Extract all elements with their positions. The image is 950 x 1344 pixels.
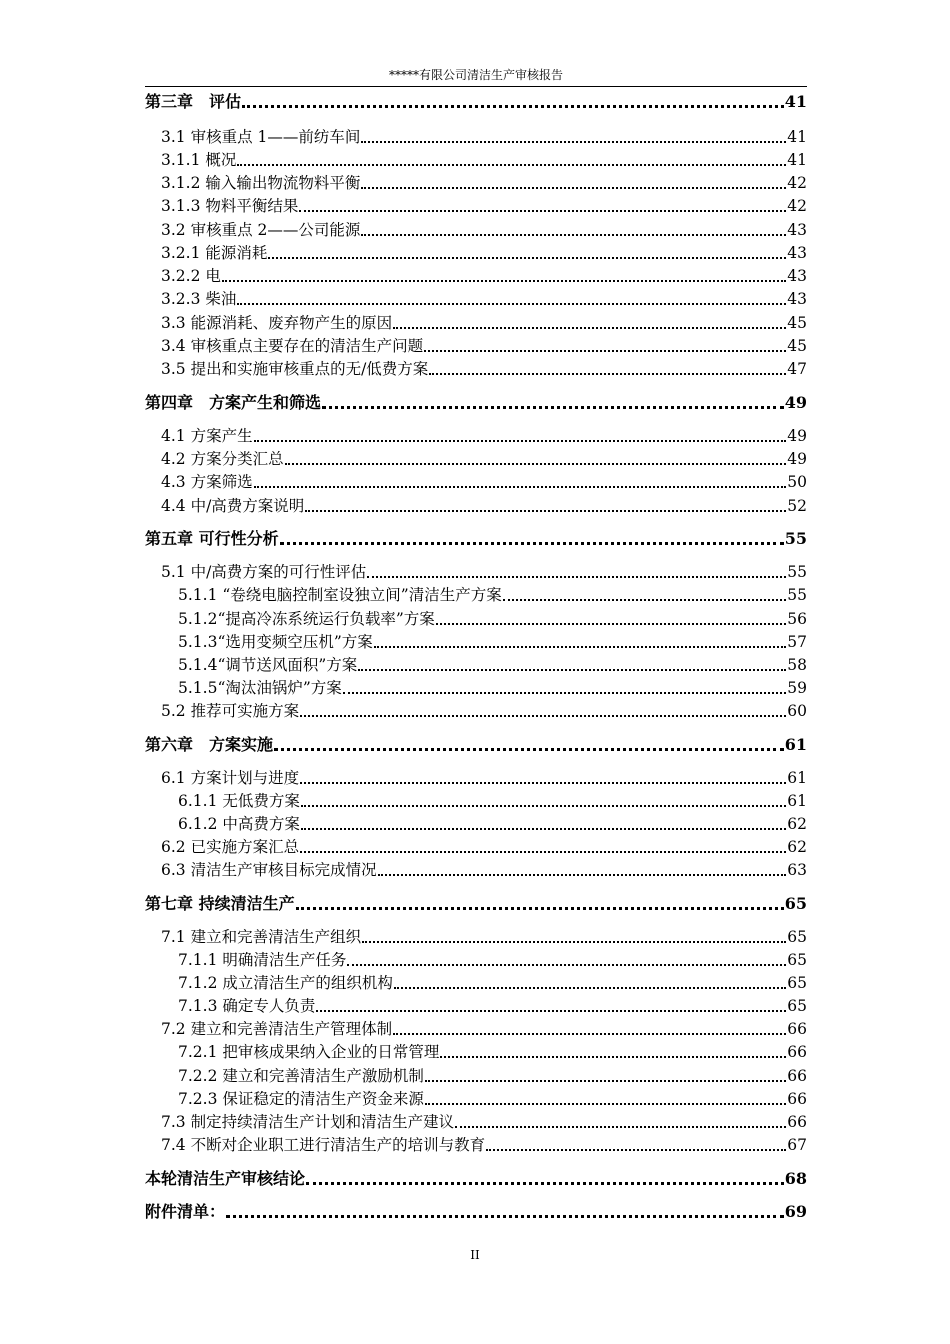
toc-entry-page: 61 [784, 735, 807, 754]
toc-section-entry[interactable] [145, 994, 807, 1016]
toc-entry-title: 6.1 方案计划与进度 [161, 769, 300, 787]
toc-entry-page: 66 [787, 1043, 807, 1061]
toc-entry-title: 5.1.1 “卷绕电脑控制室设独立间”清洁生产方案 [178, 586, 502, 604]
toc-entry-title: 4.3 方案筛选 [161, 473, 253, 491]
dot-leader [429, 373, 786, 375]
dot-leader [362, 941, 786, 943]
dot-leader [316, 1010, 786, 1012]
toc-chapter-entry[interactable] [145, 391, 807, 413]
toc-section-entry[interactable] [145, 948, 807, 970]
toc-entry-title: 3.1 审核重点 1——前纺车间 [161, 128, 361, 146]
dot-leader [300, 782, 786, 784]
toc-entry-title: 附件清单： [145, 1202, 226, 1221]
toc-entry-title: 7.3 制定持续清洁生产计划和清洁生产建议 [161, 1113, 455, 1131]
toc-entry-page: 66 [787, 1020, 807, 1038]
toc-section-entry[interactable] [145, 583, 807, 605]
toc-section-entry[interactable] [145, 194, 807, 216]
toc-entry-page: 43 [787, 221, 807, 239]
toc-entry-title: 3.4 审核重点主要存在的清洁生产问题 [161, 337, 424, 355]
toc-entry-title: 3.2 审核重点 2——公司能源 [161, 221, 361, 239]
toc-entry-page: 62 [787, 815, 807, 833]
toc-section-entry[interactable] [145, 1017, 807, 1039]
dot-leader [436, 623, 786, 625]
toc-entry-page: 45 [787, 314, 807, 332]
toc-entry-page: 49 [787, 450, 807, 468]
dot-leader [301, 828, 786, 830]
toc-entry-title: 7.2.3 保证稳定的清洁生产资金来源 [178, 1090, 424, 1108]
dot-leader [254, 486, 787, 488]
toc-chapter-entry[interactable] [145, 733, 807, 755]
dot-leader [455, 1126, 786, 1128]
toc-section-entry[interactable] [145, 287, 807, 309]
dot-leader [222, 280, 786, 282]
toc-entry-page: 55 [787, 586, 807, 604]
toc-entry-title: 本轮清洁生产审核结论 [145, 1169, 306, 1188]
dot-leader [503, 599, 787, 601]
dot-leader [242, 105, 784, 108]
dot-leader [486, 1149, 786, 1151]
toc-section-entry[interactable] [145, 766, 807, 788]
toc-section-entry[interactable] [145, 148, 807, 170]
toc-entry-page: 49 [787, 427, 807, 445]
toc-section-entry[interactable] [145, 171, 807, 193]
toc-entry-page: 41 [787, 151, 807, 169]
toc-entry-page: 62 [787, 838, 807, 856]
page-number: II [470, 1248, 480, 1262]
toc-entry-title: 7.1.1 明确清洁生产任务 [178, 951, 347, 969]
report-title: *****有限公司清洁生产审核报告 [388, 68, 563, 82]
dot-leader [322, 406, 784, 409]
toc-entry-page: 55 [787, 563, 807, 581]
toc-entry-page: 55 [784, 529, 807, 548]
dot-leader [305, 510, 786, 512]
toc-entry-page: 66 [787, 1067, 807, 1085]
toc-entry-page: 69 [784, 1202, 807, 1221]
toc-entry-title: 6.3 清洁生产审核目标完成情况 [161, 861, 377, 879]
toc-entry-title: 7.4 不断对企业职工进行清洁生产的培训与教育 [161, 1136, 486, 1154]
toc-entry-title: 3.3 能源消耗、废弃物产生的原因 [161, 314, 393, 332]
toc-section-entry[interactable] [145, 630, 807, 652]
toc-entry-page: 67 [787, 1136, 807, 1154]
toc-entry-title: 7.2.2 建立和完善清洁生产激励机制 [178, 1067, 424, 1085]
toc-entry-page: 65 [787, 928, 807, 946]
toc-entry-title: 第三章 评估 [145, 92, 242, 111]
toc-entry-title: 3.2.3 柴油 [161, 290, 237, 308]
toc-section-entry[interactable] [145, 858, 807, 880]
dot-leader [280, 542, 784, 545]
toc-entry-title: 6.1.1 无低费方案 [178, 792, 300, 810]
dot-leader [361, 141, 786, 143]
toc-section-entry[interactable] [145, 812, 807, 834]
toc-chapter-entry[interactable] [145, 527, 807, 549]
toc-entry-title: 3.1.2 输入输出物流物料平衡 [161, 174, 361, 192]
toc-entry-title: 3.5 提出和实施审核重点的无/低费方案 [161, 360, 429, 378]
dot-leader [299, 210, 786, 212]
toc-entry-title: 7.1.3 确定专人负责 [178, 997, 316, 1015]
toc-entry-page: 65 [787, 974, 807, 992]
toc-entry-title: 3.2.1 能源消耗 [161, 244, 268, 262]
toc-entry-page: 49 [784, 393, 807, 412]
toc-entry-title: 6.1.2 中高费方案 [178, 815, 300, 833]
toc-entry-page: 56 [787, 610, 807, 628]
toc-entry-title: 5.2 推荐可实施方案 [161, 702, 300, 720]
toc-entry-page: 50 [787, 473, 807, 491]
toc-chapter-entry[interactable] [145, 892, 807, 914]
toc-entry-page: 45 [787, 337, 807, 355]
dot-leader [358, 669, 786, 671]
toc-section-entry[interactable] [145, 241, 807, 263]
toc-section-entry[interactable] [145, 699, 807, 721]
dot-leader [237, 164, 786, 166]
toc-entry-page: 57 [787, 633, 807, 651]
toc-entry-title: 3.1.1 概况 [161, 151, 237, 169]
toc-section-entry[interactable] [145, 925, 807, 947]
toc-entry-title: 5.1 中/高费方案的可行性评估 [161, 563, 367, 581]
dot-leader [393, 1033, 786, 1035]
dot-leader [285, 463, 787, 465]
toc-entry-title: 第七章 持续清洁生产 [145, 894, 295, 913]
dot-leader [425, 1080, 786, 1082]
toc-section-entry[interactable] [145, 424, 807, 446]
page-header [145, 66, 807, 87]
toc-entry-page: 43 [787, 267, 807, 285]
toc-chapter-entry[interactable] [145, 90, 807, 112]
toc-entry-page: 43 [787, 290, 807, 308]
toc-section-entry[interactable] [145, 971, 807, 993]
toc-entry-page: 58 [787, 656, 807, 674]
toc-entry-title: 3.1.3 物料平衡结果 [161, 197, 299, 215]
dot-leader [424, 350, 786, 352]
dot-leader [425, 1103, 786, 1105]
toc-section-entry[interactable] [145, 218, 807, 240]
toc-entry-title: 5.1.2“提高冷冻系统运行负载率”方案 [178, 610, 435, 628]
toc-section-entry[interactable] [145, 835, 807, 857]
toc-entry-page: 65 [787, 951, 807, 969]
dot-leader [378, 874, 787, 876]
toc-entry-title: 4.1 方案产生 [161, 427, 253, 445]
toc-entry-page: 42 [787, 197, 807, 215]
toc-section-entry[interactable] [145, 653, 807, 675]
toc-section-entry[interactable] [145, 494, 807, 516]
toc-section-entry[interactable] [145, 1110, 807, 1132]
dot-leader [237, 303, 786, 305]
toc-section-entry[interactable] [145, 264, 807, 286]
toc-entry-page: 43 [787, 244, 807, 262]
dot-leader [300, 851, 786, 853]
toc-entry-page: 61 [787, 792, 807, 810]
toc-entry-page: 52 [787, 497, 807, 515]
dot-leader [306, 1182, 784, 1185]
dot-leader [274, 748, 784, 751]
toc-entry-page: 66 [787, 1113, 807, 1131]
toc-entry-page: 47 [787, 360, 807, 378]
toc-section-entry[interactable] [145, 447, 807, 469]
toc-chapter-entry[interactable] [145, 1167, 807, 1189]
dot-leader [300, 715, 786, 717]
toc-entry-page: 65 [784, 894, 807, 913]
dot-leader [361, 187, 786, 189]
toc-entry-page: 42 [787, 174, 807, 192]
toc-entry-title: 4.2 方案分类汇总 [161, 450, 284, 468]
toc-section-entry[interactable] [145, 1064, 807, 1086]
toc-entry-title: 7.1.2 成立清洁生产的组织机构 [178, 974, 393, 992]
toc-entry-page: 65 [787, 997, 807, 1015]
toc-entry-title: 5.1.4“调节送风面积”方案 [178, 656, 358, 674]
toc-section-entry[interactable] [145, 470, 807, 492]
toc-entry-page: 41 [784, 92, 807, 111]
dot-leader [393, 327, 786, 329]
dot-leader [343, 692, 786, 694]
toc-entry-page: 66 [787, 1090, 807, 1108]
toc-entry-title: 第五章 可行性分析 [145, 529, 279, 548]
toc-section-entry[interactable] [145, 311, 807, 333]
toc-section-entry[interactable] [145, 125, 807, 147]
toc-entry-page: 68 [784, 1169, 807, 1188]
toc-section-entry[interactable] [145, 676, 807, 698]
dot-leader [296, 907, 784, 910]
dot-leader [226, 1215, 784, 1218]
toc-entry-title: 4.4 中/高费方案说明 [161, 497, 305, 515]
toc-section-entry[interactable] [145, 357, 807, 379]
toc-section-entry[interactable] [145, 607, 807, 629]
toc-entry-page: 60 [787, 702, 807, 720]
dot-leader [301, 805, 786, 807]
toc-entry-title: 第四章 方案产生和筛选 [145, 393, 322, 412]
toc-section-entry[interactable] [145, 1040, 807, 1062]
page-footer [0, 1248, 950, 1262]
toc-entry-title: 5.1.3“选用变频空压机”方案 [178, 633, 373, 651]
dot-leader [347, 964, 786, 966]
toc-entry-page: 63 [787, 861, 807, 879]
toc-entry-page: 61 [787, 769, 807, 787]
dot-leader [394, 987, 786, 989]
dot-leader [367, 576, 786, 578]
toc-entry-title: 7.2 建立和完善清洁生产管理体制 [161, 1020, 393, 1038]
toc-entry-title: 5.1.5“淘汰油锅炉”方案 [178, 679, 342, 697]
toc-section-entry[interactable] [145, 334, 807, 356]
toc-entry-title: 7.2.1 把审核成果纳入企业的日常管理 [178, 1043, 440, 1061]
toc-entry-title: 7.1 建立和完善清洁生产组织 [161, 928, 362, 946]
toc-entry-title: 6.2 已实施方案汇总 [161, 838, 300, 856]
dot-leader [361, 234, 786, 236]
toc-chapter-entry[interactable] [145, 1200, 807, 1222]
toc-section-entry[interactable] [145, 789, 807, 811]
toc-entry-page: 59 [787, 679, 807, 697]
toc-section-entry[interactable] [145, 560, 807, 582]
dot-leader [440, 1056, 786, 1058]
toc-section-entry[interactable] [145, 1133, 807, 1155]
dot-leader [268, 257, 786, 259]
toc-section-entry[interactable] [145, 1087, 807, 1109]
dot-leader [374, 646, 786, 648]
toc-entry-page: 41 [787, 128, 807, 146]
toc-entry-title: 3.2.2 电 [161, 267, 221, 285]
dot-leader [254, 440, 787, 442]
toc-entry-title: 第六章 方案实施 [145, 735, 274, 754]
